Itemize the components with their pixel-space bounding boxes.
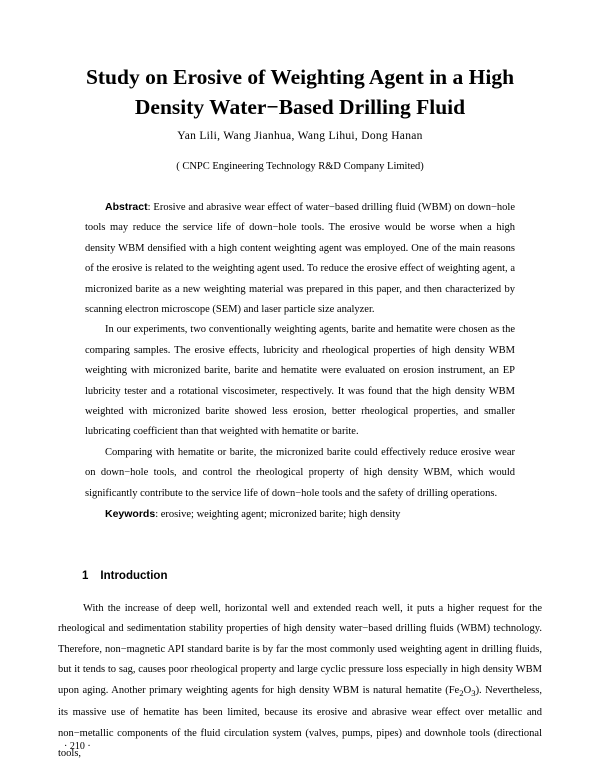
authors: Yan Lili, Wang Jianhua, Wang Lihui, Dong Hanan bbox=[177, 130, 423, 142]
keywords-separator: : bbox=[155, 509, 161, 521]
section-title: Introduction bbox=[100, 570, 168, 582]
intro-text-c: ). Nevertheless, its massive use of hematite has been limited, because its erosive and abrasive wear effect over metallic and non−metallic components of the fluid circulation system (valves, pumps, pipes) and downhole tools (directional tools, bbox=[58, 684, 542, 759]
abstract-paragraph-2: In our experiments, two conventionally weighting agents, barite and hematite were chosen as the comparing samples. The erosive effects, lubricity and rheological properties of high density WBM weighting with micronized barite, barite and hematite were evaluated on erosion instrument, an EP lubricity tester and a rotational viscosimeter, respectively. It was found that the high density WBM weighted with micronized barite showed less erosion, better rheological properties, and smaller lubricating coefficient than that weighted with hematite or barite. bbox=[85, 324, 515, 438]
keywords-text: erosive; weighting agent; micronized barite; high density bbox=[160, 509, 401, 521]
intro-text-b: O bbox=[463, 684, 472, 696]
abstract-label: Abstract bbox=[105, 201, 148, 213]
intro-subscript-3: 3 bbox=[471, 687, 476, 698]
keywords-line bbox=[85, 504, 515, 525]
intro-subscript-2: 2 bbox=[459, 687, 464, 698]
page-number: · 210 · bbox=[64, 741, 91, 752]
affiliation: ( CNPC Engineering Technology R&D Company Limited) bbox=[176, 161, 424, 172]
abstract-text-1: Erosive and abrasive wear effect of water−based drilling fluid (WBM) on down−hole tools may reduce the service life of down−hole tools. The erosive would be worse when a high density WBM densified with a high content weighting agent was employed. One of the main reasons of the erosive is related to the weighting agent used. To reduce the erosive effect of weighting agent, a micronized barite as a new weighting material was prepared in this paper, and then characterized by scanning electron microscope (SEM) and laser particle size analyzer. bbox=[85, 202, 515, 316]
paper-title bbox=[40, 62, 560, 122]
section-number: 1 bbox=[82, 570, 89, 582]
paper-title-line-2: Density Water−Based Drilling Fluid bbox=[134, 95, 466, 119]
introduction-paragraph bbox=[58, 599, 542, 764]
keywords-label: Keywords bbox=[105, 508, 156, 521]
abstract-paragraph-1 bbox=[85, 197, 515, 320]
abstract-block bbox=[85, 197, 515, 526]
intro-text-a: With the increase of deep well, horizontal well and extended reach well, it puts a higher request for the rheological and sedimentation stability properties of high density water−based drilling fluids (WBM) technology. Therefore, non−magnetic API standard barite is by far the most commonly used weighting agent in drilling fluids, but it tends to sag, causes poor rheological property and large cyclic pressure loss especially in high density WBM upon aging. Another primary weighting agents for high density WBM is natural hematite (Fe bbox=[58, 603, 542, 696]
paper-title-line-1: Study on Erosive of Weighting Agent in a High bbox=[85, 65, 515, 89]
introduction-body bbox=[58, 599, 542, 764]
abstract-paragraph-3: Comparing with hematite or barite, the micronized barite could effectively reduce erosive wear on down−hole tools, and control the rheological property of high density WBM, which would significantly contribute to the service life of down−hole tools and the safety of drilling operations. bbox=[85, 446, 515, 499]
section-heading bbox=[82, 570, 167, 582]
abstract-label-separator: : bbox=[147, 202, 154, 213]
